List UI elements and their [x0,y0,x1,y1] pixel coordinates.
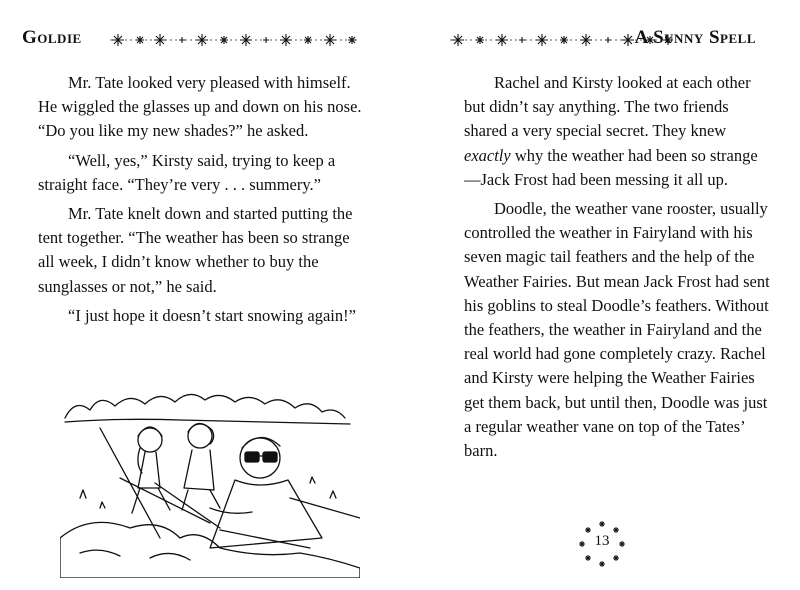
paragraph: Doodle, the weather vane rooster, usually controlled the weather in Fairyland with his seven magic tail feathers and the help of the Weather Fairies. But mean Jack Frost had sent his goblins to steal Doodle’s feathers. Without the feathers, the weather in Fairyland and the real world had gone completely crazy. Rachel and Kirsty were helping the Weather Fairies get them back, but until then, Doodle was just a regular weather vane on top of the Tates’ barn. [464,199,770,461]
left-body-text [38,71,368,333]
left-running-head: Goldie [22,27,82,48]
page-number: 13 [594,533,610,549]
paragraph: “Well, yes,” Kirsty said, trying to keep a straight face. “They’re very . . . summery.” [38,150,336,194]
camping-illustration [60,388,360,578]
text-run: Rachel and Kirsty looked at each other but didn’t say anything. The two friends shared a very special secret. They knew [464,73,751,141]
emphasis-text: exactly [464,145,511,165]
paragraph [464,71,774,192]
right-running-head: A Sunny Spell [634,27,756,48]
paragraph: “I just hope it doesn’t start snowing again!” [68,305,356,325]
text-run: why the weather had been so strange—Jack Frost had been messing it all up. [464,145,758,189]
right-body-text [464,71,774,468]
right-page [400,0,800,590]
page-number-ornament [578,520,626,568]
paragraph: Mr. Tate looked very pleased with himself. He wiggled the glasses up and down on his nose. “Do you like my new shades?” he asked. [38,73,362,141]
paragraph: Mr. Tate knelt down and started putting the tent together. “The weather has been so strange all week, I didn’t know whether to buy the sunglasses or not,” he said. [38,204,353,296]
star-ornament-row-left [110,30,360,50]
